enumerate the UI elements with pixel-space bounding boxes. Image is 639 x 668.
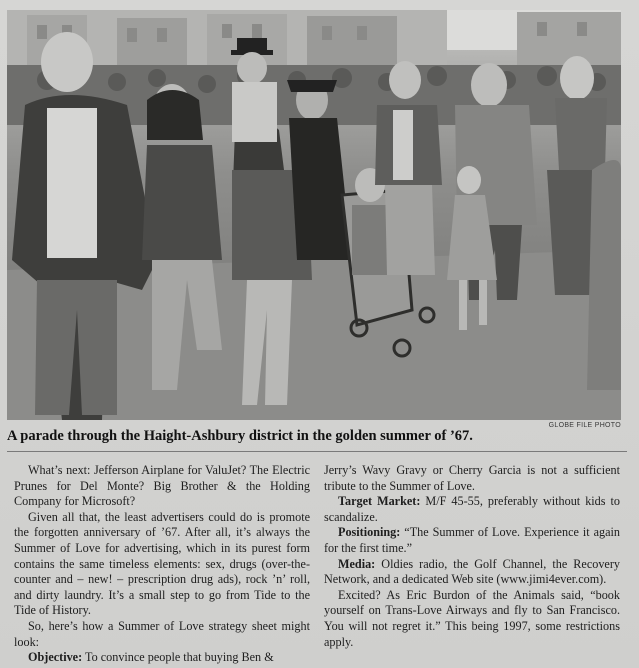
- photo-credit: GLOBE FILE PHOTO: [548, 422, 621, 429]
- right-column: [324, 463, 620, 668]
- media-paragraph: [324, 557, 620, 588]
- article-body: [14, 463, 626, 668]
- media-label: Media:: [338, 556, 376, 571]
- objective-label: Objective:: [28, 650, 83, 665]
- positioning-text: “The Summer of Love. Experience it again for the first time.”: [324, 525, 620, 555]
- parade-photo: [7, 10, 621, 420]
- target-market-text: M/F 45-55, preferably without kids to scandalize.: [324, 494, 620, 524]
- paragraph: Excited? As Eric Burdon of the Animals said, “book yourself on Trans-Love Airways and fly to San Francisco. You will not regret it.” This being 1997, some restrictions apply.: [324, 587, 620, 649]
- target-market-label: Target Market:: [338, 494, 421, 509]
- paragraph: Jerry’s Wavy Gravy or Cherry Garcia is not a sufficient tribute to the Summer of Love.: [324, 463, 620, 493]
- media-text: Oldies radio, the Golf Channel, the Recovery Network, and a dedicated Web site (www.jimi4ever.com).: [324, 556, 620, 587]
- paragraph: So, here’s how a Summer of Love strategy sheet might look:: [14, 618, 310, 649]
- positioning-label: Positioning:: [338, 525, 401, 540]
- left-column: [14, 463, 310, 668]
- paragraph: What’s next: Jefferson Airplane for ValuJet? The Electric Prunes for Del Monte? Big Brother & the Holding Company for Microsoft?: [14, 463, 310, 509]
- parade-photo-illustration: [7, 10, 621, 420]
- objective-paragraph: [14, 650, 310, 666]
- paragraph: Given all that, the least advertisers could do is promote the forgotten anniversary of ’67. After all, it’s always the Summer of Love for advertising, which in its purest form contains the same timeless elements: sex, drugs (over-the-counter and – new! – prescription drug ads), rock ’n’ roll, and dirty laundry. It’s a small step to go from Tide to the Tide of History.: [14, 509, 310, 618]
- objective-text: To convince people that buying Ben &: [82, 650, 274, 665]
- positioning-paragraph: [324, 525, 620, 556]
- photo-caption: A parade through the Haight-Ashbury district in the golden summer of ’67.: [7, 428, 627, 452]
- target-market-paragraph: [324, 494, 620, 525]
